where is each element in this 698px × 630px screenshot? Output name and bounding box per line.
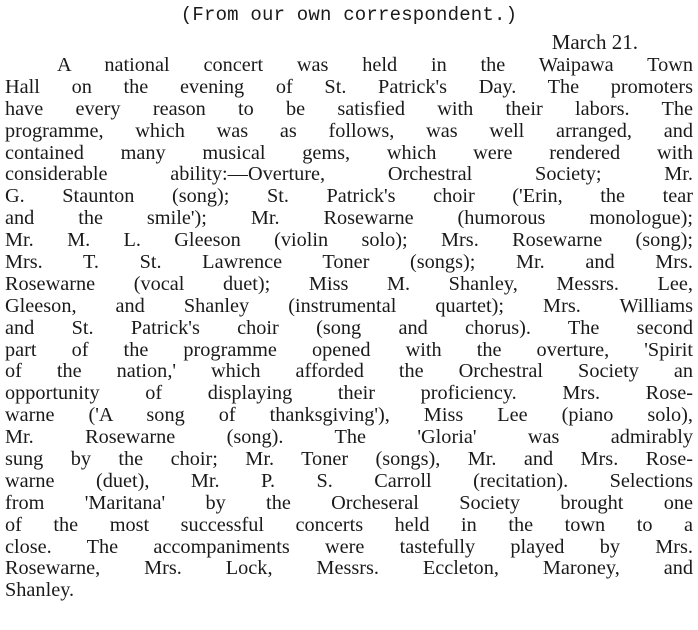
text-line: Mr. M. L. Gleeson (violin solo); Mrs. Rosewarne (song);	[5, 230, 693, 252]
text-line: of the nation,' which afforded the Orchestral Society an	[5, 361, 693, 383]
text-line: and the smile'); Mr. Rosewarne (humorous monologue);	[5, 208, 693, 230]
text-line: of the most successful concerts held in the town to a	[5, 514, 693, 536]
text-line: warne ('A song of thanksgiving'), Miss Lee (piano solo),	[5, 405, 693, 427]
byline: (From our own correspondent.)	[180, 4, 518, 26]
text-line: part of the programme opened with the overture, 'Spirit	[5, 339, 693, 361]
text-line: Gleeson, and Shanley (instrumental quartet); Mrs. Williams	[5, 295, 693, 317]
text-line: G. Staunton (song); St. Patrick's choir ('Erin, the tear	[5, 186, 693, 208]
text-line: close. The accompaniments were tastefully played by Mrs.	[5, 536, 693, 558]
text-line: Mr. Rosewarne (song). The 'Gloria' was admirably	[5, 427, 693, 449]
text-line: considerable ability:—Overture, Orchestral Society; Mr.	[5, 164, 693, 186]
text-line: contained many musical gems, which were rendered with	[5, 142, 693, 164]
text-line: sung by the choir; Mr. Toner (songs), Mr. and Mrs. Rose-	[5, 449, 693, 471]
text-line: Shanley.	[5, 580, 75, 602]
text-line: Rosewarne (vocal duet); Miss M. Shanley, Messrs. Lee,	[5, 273, 693, 295]
text-line: warne (duet), Mr. P. S. Carroll (recitation). Selections	[5, 470, 693, 492]
text-line: from 'Maritana' by the Orcheseral Society brought one	[5, 492, 693, 514]
text-line: programme, which was as follows, was well arranged, and	[5, 120, 693, 142]
text-line: Rosewarne, Mrs. Lock, Messrs. Eccleton, Maroney, and	[5, 558, 693, 580]
text-line: A national concert was held in the Waipawa Town	[57, 55, 693, 76]
text-line: Mrs. T. St. Lawrence Toner (songs); Mr. and Mrs.	[5, 252, 693, 274]
article-body	[5, 55, 693, 602]
text-line: and St. Patrick's choir (song and chorus). The second	[5, 317, 693, 339]
dateline: March 21.	[551, 30, 638, 54]
text-line: opportunity of displaying their proficiency. Mrs. Rose-	[5, 383, 693, 405]
text-line: have every reason to be satisfied with their labors. The	[5, 98, 693, 120]
text-line: Hall on the evening of St. Patrick's Day. The promoters	[5, 76, 693, 98]
